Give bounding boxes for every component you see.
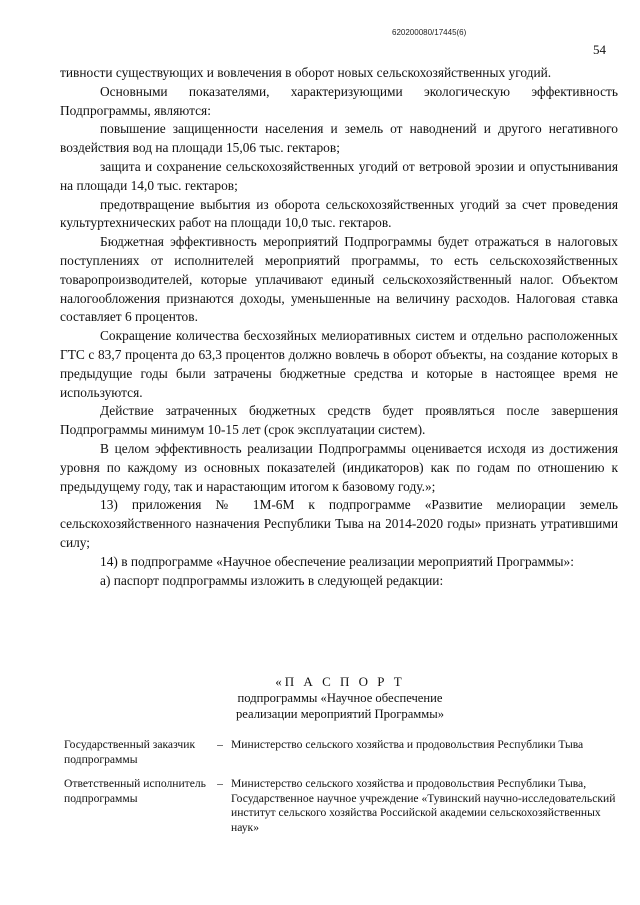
passport-heading xyxy=(200,674,480,722)
passport-subtitle-line1: подпрограммы «Научное обеспечение xyxy=(237,691,443,705)
paragraph-funds-effect: Действие затраченных бюджетных средств будет проявляться после завершения Подпрограммы минимум 10-15 лет (срок эксплуатации систем). xyxy=(60,403,618,438)
passport-row-value: Министерство сельского хозяйства и продовольствия Республики Тыва xyxy=(231,738,584,751)
paragraph-flood-protection: повышение защищенности населения и земель от наводнений и другого негативного воздействия вод на площади 15,06 тыс. гектаров; xyxy=(60,121,618,156)
paragraph-overall-efficiency: В целом эффективность реализации Подпрограммы оценивается исходя из достижения уровня по каждому из основных показателей (индикаторов) как по годам по отношению к предыдущему году, так и нарастающим итогом к базовому году.»; xyxy=(60,440,618,494)
page-number: 54 xyxy=(593,42,606,57)
paragraph-gts-reduction: Сокращение количества бесхозяйных мелиоративных систем и отдельно расположенных ГТС с 83,7 процента до 63,3 процентов должно вовлечь в оборот объекты, на создание которых в предыдущие годы были затрачены бюджетные средства и которые в настоящее время не используются. xyxy=(60,328,618,400)
passport-row-dash: – xyxy=(217,738,223,751)
paragraph-erosion-protection: защита и сохранение сельскохозяйственных угодий от ветровой эрозии и опустынивания на площади 14,0 тыс. гектаров; xyxy=(60,158,618,193)
passport-row-customer xyxy=(64,738,624,767)
passport-title: «П А С П О Р Т xyxy=(275,674,405,689)
document-id: 620200080/17445(6) xyxy=(392,28,467,37)
paragraph-ecological-indicators: Основными показателями, характеризующими экологическую эффективность Подпрограммы, являются: xyxy=(60,83,618,118)
paragraph-budget-efficiency: Бюджетная эффективность мероприятий Подпрограммы будет отражаться в налоговых поступлениях от исполнителей мероприятий программы, то есть сельскохозяйственных товаропроизводителей, которые уплачивают единый сельскохозяйственный налог. Объектом налогообложения признаются доходы, уменьшенные на величину расходов. Налоговая ставка составляет 6 процентов. xyxy=(60,234,618,325)
passport-row-executor xyxy=(64,777,624,835)
passport-subtitle-line2: реализации мероприятий Программы» xyxy=(236,707,444,721)
body-text xyxy=(60,64,618,590)
passport-row-key: Ответственный исполнитель подпрограммы xyxy=(64,777,206,805)
passport-row-value: Министерство сельского хозяйства и продовольствия Республики Тыва, Государственное научное учреждение «Тувинский научно-исследовательский институт сельского хозяйства Российской академии сельскохозяйственных наук» xyxy=(231,777,616,834)
paragraph-item-13: 13) приложения № 1М-6М к подпрограмме «Развитие мелиорации земель сельскохозяйственного назначения Республики Тыва на 2014-2020 годы» признать утратившими силу; xyxy=(60,497,618,550)
paragraph-item-14: 14) в подпрограмме «Научное обеспечение реализации мероприятий Программы»: xyxy=(100,553,574,569)
passport-row-key: Государственный заказчик подпрограммы xyxy=(64,738,196,766)
paragraph-land-retention: предотвращение выбытия из оборота сельскохозяйственных угодий за счет проведения культуртехнических работ на площади 10,0 тыс. гектаров. xyxy=(60,196,618,231)
paragraph-item-a: а) паспорт подпрограммы изложить в следующей редакции: xyxy=(100,572,444,588)
passport-table xyxy=(64,738,624,845)
paragraph-continuation: тивности существующих и вовлечения в оборот новых сельскохозяйственных угодий. xyxy=(60,65,552,80)
passport-row-dash: – xyxy=(217,777,223,790)
